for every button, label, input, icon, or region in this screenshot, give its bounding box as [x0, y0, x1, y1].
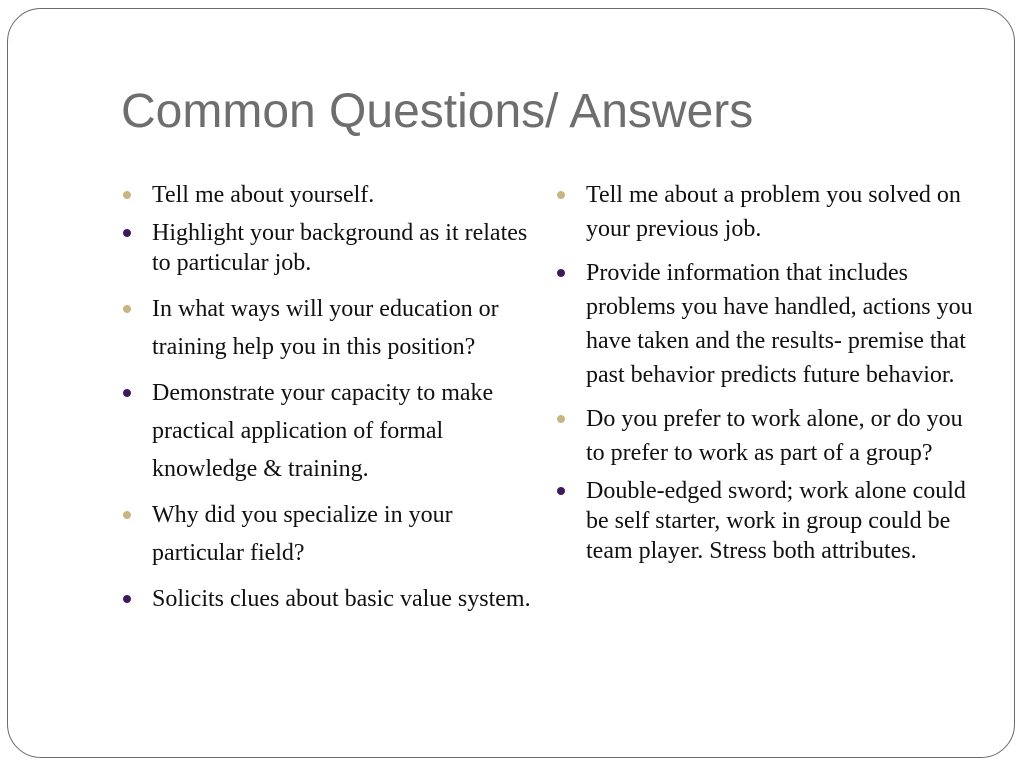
bullet-dot-icon: [123, 229, 131, 237]
bullet-dot-icon: [123, 305, 131, 313]
bullet-dot-icon: [557, 191, 565, 199]
bullet-item-question: [557, 178, 977, 246]
bullet-item-question: [557, 402, 977, 470]
bullet-dot-icon: [123, 595, 131, 603]
bullet-dot-icon: [557, 415, 565, 423]
bullet-dot-icon: [123, 191, 131, 199]
bullet-item-question: [123, 290, 533, 366]
slide-frame: [7, 8, 1015, 758]
bullet-dot-icon: [557, 487, 565, 495]
bullet-item-answer: [123, 580, 533, 618]
bullet-item-answer: [557, 256, 977, 392]
right-column: [557, 178, 977, 566]
bullet-text: Tell me about yourself.: [152, 182, 375, 208]
bullet-dot-icon: [123, 511, 131, 519]
bullet-text: Double-edged sword; work alone could be self starter, work in group could be team player. Stress both attributes.: [586, 478, 966, 564]
bullet-item-answer: [123, 374, 533, 488]
bullet-text: Demonstrate your capacity to make practical application of formal knowledge & training.: [152, 380, 494, 482]
bullet-text: Solicits clues about basic value system.: [152, 586, 531, 612]
bullet-text: Provide information that includes problems you have handled, actions you have taken and the results- premise that past behavior predicts future behavior.: [586, 260, 973, 388]
bullet-text: Why did you specialize in your particular field?: [152, 502, 453, 566]
left-column: [123, 180, 533, 618]
bullet-dot-icon: [123, 389, 131, 397]
bullet-item-answer: [123, 218, 533, 278]
bullet-text: Tell me about a problem you solved on your previous job.: [586, 182, 961, 242]
bullet-text: Highlight your background as it relates to particular job.: [152, 220, 528, 276]
slide-title: Common Questions/ Answers: [121, 85, 754, 138]
bullet-item-question: [123, 496, 533, 572]
bullet-text: Do you prefer to work alone, or do you to prefer to work as part of a group?: [586, 406, 963, 466]
bullet-dot-icon: [557, 269, 565, 277]
bullet-text: In what ways will your education or training help you in this position?: [152, 296, 499, 360]
bullet-item-answer: [557, 476, 977, 566]
bullet-item-question: [123, 180, 533, 210]
